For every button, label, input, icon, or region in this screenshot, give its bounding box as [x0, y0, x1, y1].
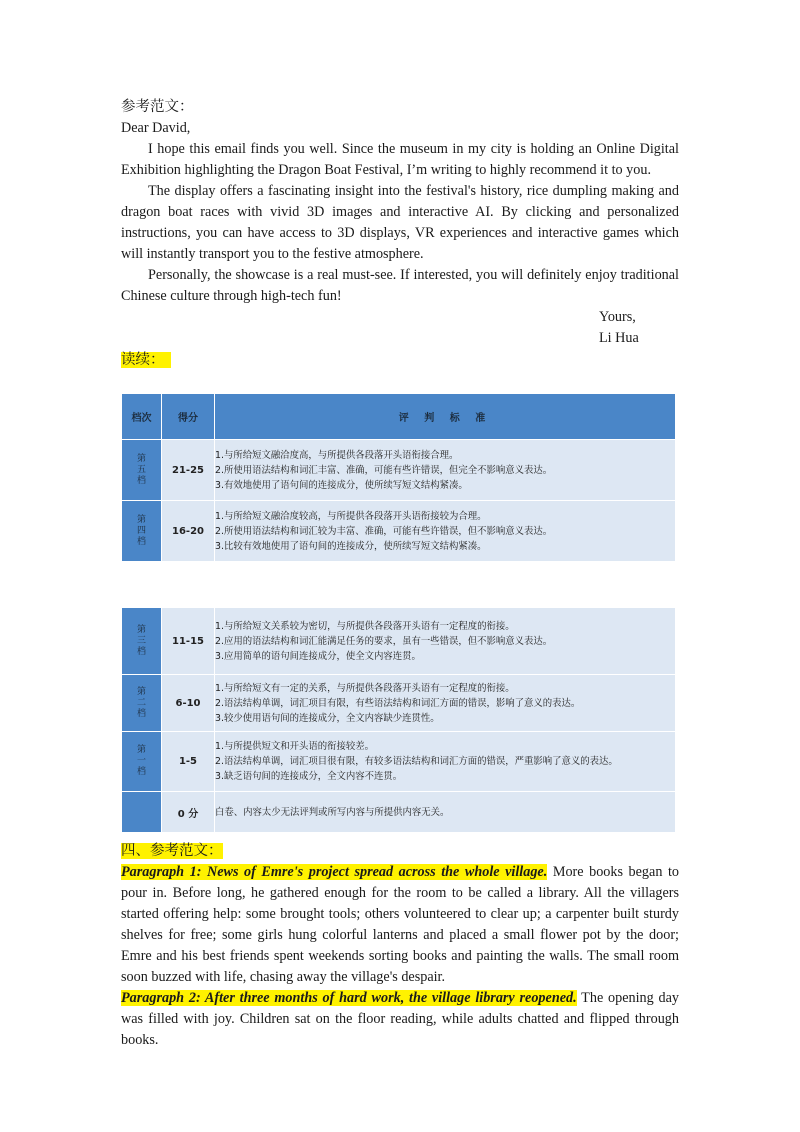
letter-signature: Li Hua [599, 330, 639, 346]
score-range: 0 分 [162, 792, 215, 833]
criteria-line: 2.语法结构单调，词汇项目很有限，有较多语法结构和词汇方面的错误，严重影响了意义的表达。 [215, 756, 618, 767]
rubric-header-criteria: 评 判 标 准 [215, 394, 676, 440]
rubric-row [122, 608, 676, 675]
grade-label: 第二档 [136, 686, 146, 719]
rubric-header-score: 得分 [162, 394, 215, 440]
rubric-row [122, 501, 676, 562]
score-range: 1-5 [162, 732, 215, 792]
sample-paragraph-1 [121, 862, 679, 988]
rubric-table-bottom [121, 607, 676, 833]
criteria-line: 2.应用的语法结构和词汇能满足任务的要求，虽有一些错误，但不影响意义表达。 [215, 635, 553, 647]
rubric-row [122, 732, 676, 792]
criteria-line: 白卷、内容太少无法评判或所写内容与所提供内容无关。 [215, 806, 450, 818]
letter-salutation: Dear David, [121, 120, 191, 136]
rubric-table-top [121, 393, 676, 562]
grade-label: 第四档 [136, 514, 146, 547]
sample-section [121, 841, 679, 1051]
criteria-line: 1.与所给短文关系较为密切，与所提供各段落开头语有一定程度的衔接。 [215, 620, 515, 632]
score-range: 6-10 [162, 675, 215, 732]
grade-label: 第一档 [136, 745, 146, 777]
letter-paragraph: The display offers a fascinating insight into the festival's history, rice dumpling making and dragon boat races with vivid 3D images and interactive AI. By clicking and personalized instructions, you can have access to 3D displays, VR experiences and interactive games which will instantly transport you to the festive atmosphere. [121, 183, 679, 262]
criteria-line: 3.比较有效地使用了语句间的连接成分，使所续写短文结构紧凑。 [215, 540, 487, 552]
grade-label: 第五档 [136, 453, 146, 486]
rubric-row [122, 792, 676, 833]
grade-label: 第三档 [136, 624, 146, 657]
criteria-line: 3.较少使用语句间的连接成分，全文内容缺少连贯性。 [215, 712, 440, 724]
continuation-label: 读续： [121, 352, 171, 368]
criteria-line: 1.与所给短文融洽度较高，与所提供各段落开头语衔接较为合理。 [215, 510, 487, 522]
criteria-line: 1.与所给短文有一定的关系，与所提供各段落开头语有一定程度的衔接。 [215, 682, 515, 694]
rubric-row [122, 675, 676, 732]
criteria-line: 3.缺乏语句间的连接成分，全文内容不连贯。 [215, 771, 403, 782]
section-title: 参考范文： [121, 99, 194, 115]
rubric-header-grade: 档次 [122, 394, 162, 440]
letter-section [121, 97, 679, 371]
criteria-line: 3.有效地使用了语句间的连接成分，使所续写短文结构紧凑。 [215, 479, 468, 491]
sample-title: 四、参考范文： [121, 843, 223, 859]
criteria-line: 2.所使用语法结构和词汇丰富、准确，可能有些许错误，但完全不影响意义表达。 [215, 464, 553, 476]
score-range: 16-20 [162, 501, 215, 562]
score-range: 21-25 [162, 440, 215, 501]
grade-label-empty [122, 792, 162, 833]
criteria-line: 2.所使用语法结构和词汇较为丰富、准确，可能有些许错误，但不影响意义表达。 [215, 525, 553, 537]
paragraph-1-label: Paragraph 1: News of Emre's project spread across the whole village. [121, 864, 548, 880]
score-range: 11-15 [162, 608, 215, 675]
paragraph-2-label: Paragraph 2: After three months of hard work, the village library reopened. [121, 990, 577, 1006]
criteria-line: 1.与所给短文融洽度高，与所提供各段落开头语衔接合理。 [215, 449, 459, 461]
criteria-line: 2.语法结构单调，词汇项目有限，有些语法结构和词汇方面的错误，影响了意义的表达。 [215, 697, 581, 709]
letter-paragraph: I hope this email finds you well. Since the museum in my city is holding an Online Digital Exhibition highlighting the Dragon Boat Festival, I’m writing to highly recommend it to you. [121, 141, 679, 178]
criteria-line: 1.与所提供短文和开头语的衔接较差。 [215, 741, 374, 752]
paragraph-2-text: The opening day was filled with joy. Children sat on the floor reading, while adults chatted and flipped through books. [121, 990, 679, 1048]
letter-closing: Yours, [599, 309, 636, 325]
paragraph-1-text: More books began to pour in. Before long, he gathered enough for the room to be called a library. All the villagers started offering help: some brought tools; others volunteered to clear up; a carpenter built sturdy shelves for free; some girls hung colorful lanterns and placed a small flower pot by the door; Emre and his best friends spent weekends sorting books and painting the walls. The small room soon buzzed with life, chasing away the village's despair. [121, 864, 679, 985]
sample-paragraph-2 [121, 988, 679, 1051]
criteria-line: 3.应用简单的语句间连接成分，使全文内容连贯。 [215, 650, 421, 662]
rubric-row [122, 440, 676, 501]
letter-paragraph: Personally, the showcase is a real must-see. If interested, you will definitely enjoy traditional Chinese culture through high-tech fun! [121, 267, 679, 304]
